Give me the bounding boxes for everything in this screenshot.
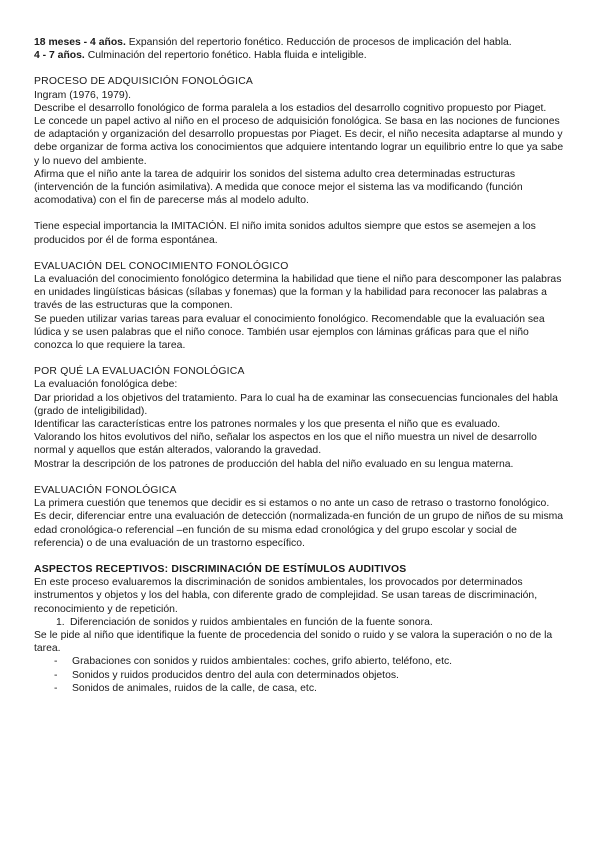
intro-age-2: 4 - 7 años. [34,50,85,62]
list-item-text: Sonidos de animales, ruidos de la calle, de casa, etc. [72,682,317,694]
s3-paragraph-4: Valorando los hitos evolutivos del niño, señalar los aspectos en los que el niño muestra un nivel de desarrollo normal y aquellos que están alterados, valorando la gravedad. [34,432,537,457]
s1-paragraph-4: Afirma que el niño ante la tarea de adquirir los sonidos del sistema adulto crea determinadas estructuras (intervención de la función asimilativa). A medida que conoce mejor el sistema las va modificando (función acomodativa) con el fin de parecerse más al modelo adulto. [34,168,523,207]
list-item [54,682,566,695]
heading-proceso-adquisicion: PROCESO DE ADQUISICIÓN FONOLÓGICA [34,76,254,88]
s3-paragraph-3: Identificar las características entre los patrones normales y los que presenta el niño que es evaluado. [34,419,501,431]
intro-age-1: 18 meses - 4 años. [34,37,126,48]
intro-line-1 [34,36,566,49]
list-item-text: Grabaciones con sonidos y ruidos ambientales: coches, grifo abierto, teléfono, etc. [72,656,453,668]
dash-marker: - [54,669,58,681]
s4-paragraph-1: La primera cuestión que tenemos que decidir es si estamos o no ante un caso de retraso o trastorno fonológico. [34,498,550,510]
heading-aspectos-receptivos: ASPECTOS RECEPTIVOS: DISCRIMINACIÓN DE ESTÍMULOS AUDITIVOS [34,563,407,575]
numbered-item-number: 1. [56,616,65,628]
s5-paragraph-2: Se le pide al niño que identifique la fuente de procedencia del sonido o ruido y se valora la superación o no de la tarea. [34,629,553,655]
heading-por-que-evaluacion: POR QUÉ LA EVALUACIÓN FONOLÓGICA [34,366,245,378]
list-item [54,655,566,668]
intro-text-2: Culminación del repertorio fonético. Habla fluida e inteligible. [84,50,367,62]
numbered-item-text: Diferenciación de sonidos y ruidos ambientales en función de la fuente sonora. [70,616,433,628]
numbered-item [34,616,566,629]
s1-paragraph-1: Ingram (1976, 1979). [34,89,132,101]
list-item [54,669,566,682]
s5-paragraph-1: En este proceso evaluaremos la discriminación de sonidos ambientales, los provocados por determinados instrumentos y objetos y los del habla, con diferente grado de complejidad. Se usan tareas de discriminación, reconocimiento y de repetición. [34,577,538,615]
s2-paragraph-2: Se pueden utilizar varias tareas para evaluar el conocimiento fonológico. Recomendable que la evaluación sea lúdica y se usen palabras que el niño conoce. También usar ejemplos con láminas gráficas para que el niño conozca lo que requiere la tarea. [34,313,545,352]
s3-paragraph-2: Dar prioridad a los objetivos del tratamiento. Para lo cual ha de examinar las consecuencias funcionales del habla (grado de inteligibilidad). [34,392,558,417]
s1-paragraph-2: Describe el desarrollo fonológico de forma paralela a los estadios del desarrollo cognitivo propuesto por Piaget. [34,102,547,114]
dash-marker: - [54,656,58,668]
s1-paragraph-3: Le concede un papel activo al niño en el proceso de adquisición fonológica. Se basa en las nociones de funciones de adaptación y organización del desarrollo propuestas por Piaget. Es decir, el niño necesita adaptarse al mundo y debe organizar de forma activa los conocimientos que adquiere intentando lograr un equilibrio entre lo que ya sabe y lo nuevo del ambiente. [34,116,564,167]
dash-list [34,655,566,695]
intro-text-1: Expansión del repertorio fonético. Reducción de procesos de implicación del habla. [125,37,512,48]
s2-paragraph-1: La evaluación del conocimiento fonológico determina la habilidad que tiene el niño para descomponer las palabras en unidades lingüísticas básicas (sílabas y fonemas) que la forman y la habilidad para reconocer las palabras a través de las estructuras que la componen. [34,274,562,312]
intro-line-2 [34,49,566,62]
heading-evaluacion-fonologica: EVALUACIÓN FONOLÓGICA [34,484,177,496]
s3-paragraph-1: La evaluación fonológica debe: [34,379,178,391]
heading-evaluacion-conocimiento: EVALUACIÓN DEL CONOCIMIENTO FONOLÓGICO [34,260,289,272]
list-item-text: Sonidos y ruidos producidos dentro del aula con determinados objetos. [72,669,399,681]
s4-paragraph-2: Es decir, diferenciar entre una evaluación de detección (normalizada-en función de un grupo de niños de su misma edad cronológica-o referencial –en función de su misma edad cronológica y del grupo escolar y social de referencia) o de una evaluación de un trastorno específico. [34,511,564,549]
s1-paragraph-5: Tiene especial importancia la IMITACIÓN. El niño imita sonidos adultos siempre que estos se asemejen a los producidos por él de forma espontánea. [34,221,536,246]
dash-marker: - [54,682,58,694]
s3-paragraph-5: Mostrar la descripción de los patrones de producción del habla del niño evaluado en su lengua materna. [34,458,514,470]
